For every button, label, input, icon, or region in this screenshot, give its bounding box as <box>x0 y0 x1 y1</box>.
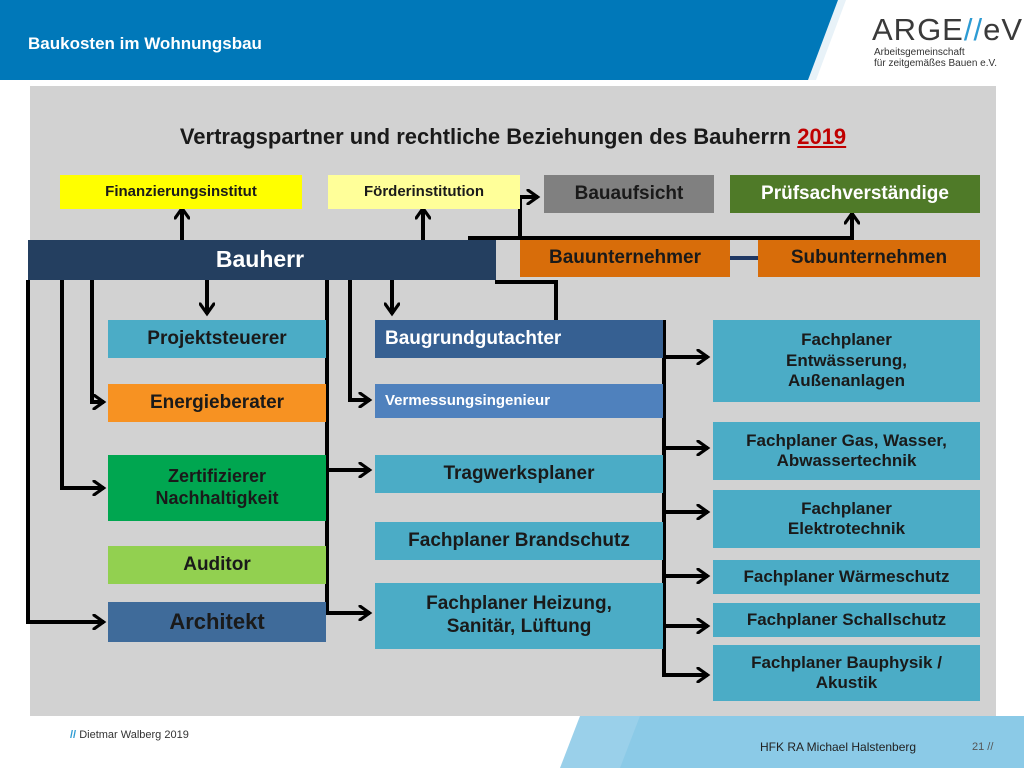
node-projektsteuerer: Projektsteuerer <box>108 320 326 358</box>
node-fp-heizung: Fachplaner Heizung, Sanitär, Lüftung <box>375 583 663 649</box>
node-bauaufsicht: Bauaufsicht <box>544 175 714 213</box>
node-baugrundgutachter: Baugrundgutachter <box>375 320 663 358</box>
arge-logo: ARGE//eV <box>872 12 1024 47</box>
node-architekt: Architekt <box>108 602 326 642</box>
arrow-energieberater <box>92 282 102 402</box>
node-pruefsachverstaendige: Prüfsachverständige <box>730 175 980 213</box>
node-subunternehmen: Subunternehmen <box>758 240 980 277</box>
logo-subtitle: Arbeitsgemeinschaft für zeitgemäßes Bauen e.V. <box>874 47 998 69</box>
node-fp-brandschutz: Fachplaner Brandschutz <box>375 522 663 560</box>
node-fp-elektro: Fachplaner Elektrotechnik <box>713 490 980 548</box>
node-fp-schallschutz: Fachplaner Schallschutz <box>713 603 980 637</box>
node-bauunternehmer: Bauunternehmer <box>520 240 730 277</box>
footer-presenter: HFK RA Michael Halstenberg <box>760 740 917 754</box>
arrow-fp-heizung <box>327 282 368 613</box>
footer-author: // Dietmar Walberg 2019 <box>70 729 189 741</box>
node-bauherr: Bauherr <box>28 240 496 280</box>
line-to-right-bracket <box>497 282 556 322</box>
node-finanzierungsinstitut: Finanzierungsinstitut <box>60 175 302 209</box>
page-number: 21 // <box>972 741 994 753</box>
node-auditor: Auditor <box>108 546 326 584</box>
node-foerderinstitution: Förderinstitution <box>328 175 520 209</box>
diagram-title: Vertragspartner und rechtliche Beziehungen des Bauherrn 2019 <box>179 124 847 149</box>
arrow-zertifizierer <box>62 282 102 488</box>
node-vermessungsingenieur: Vermessungsingenieur <box>375 384 663 418</box>
diagram-year: 2019 <box>797 124 847 149</box>
node-fp-entwaesserung: Fachplaner Entwässerung, Außenanlagen <box>713 320 980 402</box>
node-fp-waermeschutz: Fachplaner Wärmeschutz <box>713 560 980 594</box>
arrow-vermessung <box>350 282 368 400</box>
header-title: Baukosten im Wohnungsbau <box>28 34 262 53</box>
arrow-bauaufsicht <box>520 197 536 238</box>
node-fp-gas: Fachplaner Gas, Wasser, Abwassertechnik <box>713 422 980 480</box>
node-fp-bauphysik: Fachplaner Bauphysik / Akustik <box>713 645 980 701</box>
arrow-pruefsachverstaendige <box>470 215 852 238</box>
node-tragwerksplaner: Tragwerksplaner <box>375 455 663 493</box>
node-zertifizierer: Zertifizierer Nachhaltigkeit <box>108 455 326 521</box>
node-energieberater: Energieberater <box>108 384 326 422</box>
